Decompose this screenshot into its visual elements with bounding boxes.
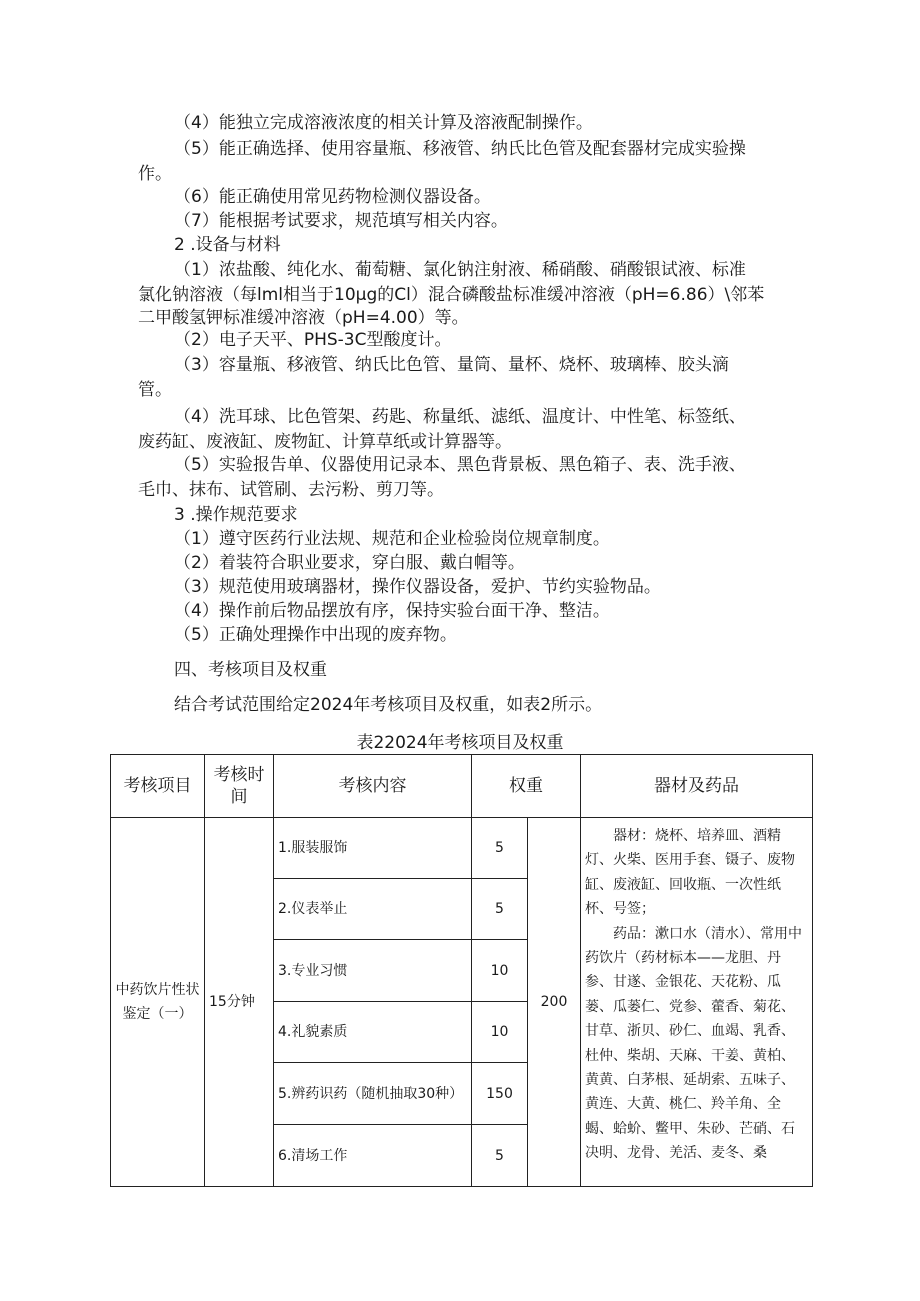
paragraph-rule-3: （3）规范使用玻璃器材，操作仪器设备，爱护、节约实验物品。 (174, 577, 661, 597)
paragraph-material-5-line-1: （5）实验报告单、仪器使用记录本、黑色背景板、黑色箱子、表、洗手液、 (174, 455, 746, 475)
table-header-row (111, 755, 813, 818)
paragraph-material-4-line-1: （4）洗耳球、比色管架、药匙、称量纸、滤纸、温度计、中性笔、标签纸、 (174, 407, 746, 427)
section-heading-equipment: 2 .设备与材料 (174, 235, 281, 255)
weight-cell: 10 (472, 940, 528, 1002)
paragraph-skill-7: （7）能根据考试要求，规范填写相关内容。 (174, 211, 508, 231)
materials-equipment: 器材：烧杯、培养皿、酒精灯、火柴、医用手套、镊子、废物缸、废液缸、回收瓶、一次性纸杯、号签； (585, 828, 795, 918)
paragraph-material-2: （2）电子天平、PHS-3C型酸度计。 (174, 330, 452, 350)
total-weight: 200 (528, 818, 581, 1187)
weight-cell: 5 (472, 818, 528, 879)
paragraph-material-3-line-2: 管。 (138, 380, 172, 400)
weight-cell: 5 (472, 1125, 528, 1187)
section-heading-operation-rules: 3 .操作规范要求 (174, 505, 298, 525)
project-time: 15分钟 (205, 818, 274, 1187)
table-row (111, 818, 813, 879)
paragraph-material-4-line-2: 废药缸、废液缸、废物缸、计算草纸或计算器等。 (138, 432, 512, 452)
header-content: 考核内容 (274, 755, 472, 818)
content-cell: 5.辨药识药（随机抽取30种） (274, 1063, 472, 1125)
paragraph-rule-5: （5）正确处理操作中出现的废弃物。 (174, 625, 457, 645)
paragraph-material-3-line-1: （3）容量瓶、移液管、纳氏比色管、量筒、量杯、烧杯、玻璃棒、胶头滴 (174, 355, 729, 375)
paragraph-rule-2: （2）着装符合职业要求，穿白服、戴白帽等。 (174, 553, 525, 573)
paragraph-intro: 结合考试范围给定2024年考核项目及权重，如表2所示。 (174, 695, 603, 715)
paragraph-skill-5-line-1: （5）能正确选择、使用容量瓶、移液管、纳氏比色管及配套器材完成实验操 (174, 139, 746, 159)
content-cell: 3.专业习惯 (274, 940, 472, 1002)
paragraph-material-5-line-2: 毛巾、抹布、试管刷、去污粉、剪刀等。 (138, 480, 444, 500)
content-cell: 1.服装服饰 (274, 818, 472, 879)
paragraph-skill-5-line-2: 作。 (138, 164, 172, 184)
content-cell: 4.礼貌素质 (274, 1002, 472, 1063)
header-materials: 器材及药品 (581, 755, 813, 818)
paragraph-skill-6: （6）能正确使用常见药物检测仪器设备。 (174, 187, 491, 207)
header-item: 考核项目 (111, 755, 205, 818)
table-caption: 表22024年考核项目及权重 (356, 733, 564, 753)
paragraph-material-1-line-1: （1）浓盐酸、纯化水、葡萄糖、氯化钠注射液、稀硝酸、硝酸银试液、标准 (174, 260, 746, 280)
weight-cell: 150 (472, 1063, 528, 1125)
project-name: 中药饮片性状鉴定（一） (111, 818, 205, 1187)
assessment-table (110, 754, 813, 1187)
paragraph-material-1-line-3: 二甲酸氢钾标准缓冲溶液（pH=4.00）等。 (138, 308, 469, 328)
content-cell: 2.仪表举止 (274, 879, 472, 940)
header-weight: 权重 (472, 755, 581, 818)
paragraph-skill-4: （4）能独立完成溶液浓度的相关计算及溶液配制操作。 (174, 113, 593, 133)
weight-cell: 10 (472, 1002, 528, 1063)
paragraph-rule-1: （1）遵守医药行业法规、规范和企业检验岗位规章制度。 (174, 529, 610, 549)
content-cell: 6.清场工作 (274, 1125, 472, 1187)
weight-cell: 5 (472, 879, 528, 940)
paragraph-rule-4: （4）操作前后物品摆放有序，保持实验台面干净、整洁。 (174, 601, 610, 621)
materials-cell (581, 818, 813, 1187)
chapter-heading-assessment: 四、考核项目及权重 (174, 660, 327, 680)
header-time: 考核时间 (205, 755, 274, 818)
paragraph-material-1-line-2: 氯化钠溶液（每lml相当于10μg的Cl）混合磷酸盐标准缓冲溶液（pH=6.86）\邻苯 (138, 285, 765, 305)
materials-drugs: 药品：漱口水（清水）、常用中药饮片（药材标本——龙胆、丹参、甘遂、金银花、天花粉、瓜蒌、瓜蒌仁、党参、藿香、菊花、甘草、浙贝、砂仁、血竭、乳香、杜仲、柴胡、天麻、干姜、黄柏、黄黄、白茅根、延胡索、五味子、黄连、大黄、桃仁、羚羊角、全蝎、蛤蚧、鳖甲、朱砂、芒硝、石决明、龙骨、羌活、麦冬、桑 (585, 925, 802, 1162)
